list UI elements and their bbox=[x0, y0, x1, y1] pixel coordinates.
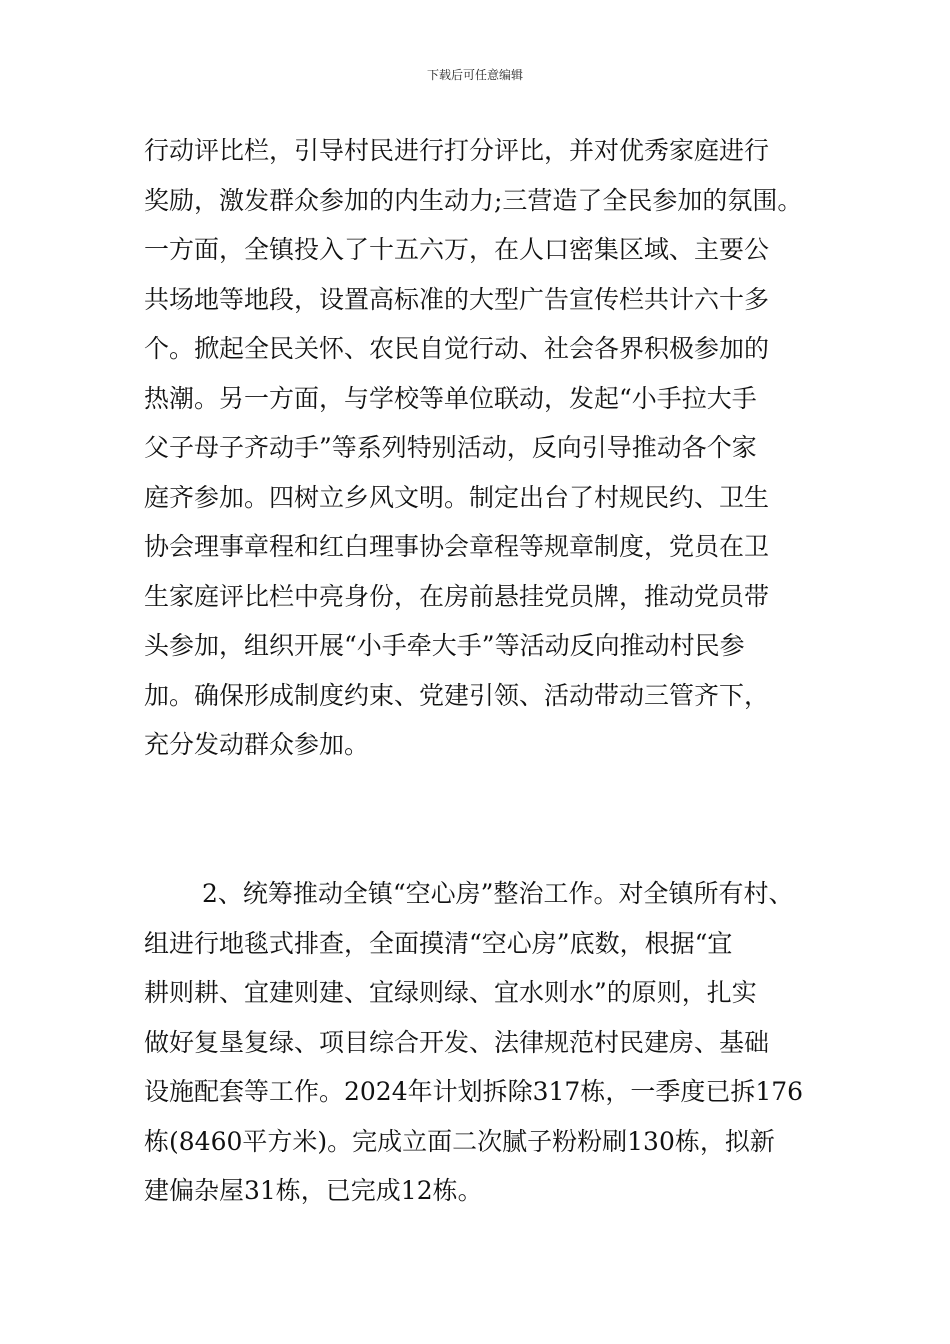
paragraph-line: 个。掀起全民关怀、农民自觉行动、社会各界积极参加的 bbox=[144, 334, 770, 363]
paragraph-line: 奖励，激发群众参加的内生动力;三营造了全民参加的氛围。 bbox=[144, 185, 803, 215]
paragraph-line: 耕则耕、宜建则建、宜绿则绿、宜水则水”的原则，扎实 bbox=[144, 978, 757, 1007]
paragraph-line: 栋(8460平方米)。完成立面二次腻子粉粉刷130栋，拟新 bbox=[144, 1126, 775, 1156]
paragraph-line: 头参加，组织开展“小手牵大手”等活动反向推动村民参 bbox=[144, 631, 745, 660]
paragraph-2 bbox=[144, 869, 824, 1216]
paragraph-1 bbox=[144, 126, 824, 770]
paragraph-line: 生家庭评比栏中亮身份，在房前悬挂党员牌，推动党员带 bbox=[144, 581, 770, 611]
paragraph-line: 组进行地毯式排查，全面摸清“空心房”底数，根据“宜 bbox=[144, 928, 733, 958]
paragraph-line: 设施配套等工作。2024年计划拆除317栋，一季度已拆176 bbox=[144, 1077, 804, 1106]
paragraph-line: 行动评比栏，引导村民进行打分评比，并对优秀家庭进行 bbox=[144, 136, 770, 165]
paragraph-line: 共场地等地段，设置高标准的大型广告宣传栏共计六十多 bbox=[144, 284, 770, 314]
paragraph-line: 庭齐参加。四树立乡风文明。制定出台了村规民约、卫生 bbox=[144, 482, 770, 512]
page-header: 下载后可任意编辑 bbox=[426, 68, 523, 82]
paragraph-line: 一方面，全镇投入了十五六万，在人口密集区域、主要公 bbox=[144, 235, 770, 264]
paragraph-line: 加。确保形成制度约束、党建引领、活动带动三管齐下， bbox=[144, 680, 770, 710]
paragraph-line: 2、统筹推动全镇“空心房”整治工作。对全镇所有村、 bbox=[202, 879, 794, 908]
paragraph-line: 充分发动群众参加。 bbox=[144, 730, 370, 759]
paragraph-line: 父子母子齐动手”等系列特别活动，反向引导推动各个家 bbox=[144, 433, 757, 462]
paragraph-line: 协会理事章程和红白理事协会章程等规章制度，党员在卫 bbox=[144, 532, 770, 561]
paragraph-line: 做好复垦复绿、项目综合开发、法律规范村民建房、基础 bbox=[144, 1027, 770, 1057]
paragraph-line: 热潮。另一方面，与学校等单位联动，发起“小手拉大手 bbox=[144, 383, 757, 413]
paragraph-line: 建偏杂屋31栋，已完成12栋。 bbox=[144, 1176, 483, 1205]
